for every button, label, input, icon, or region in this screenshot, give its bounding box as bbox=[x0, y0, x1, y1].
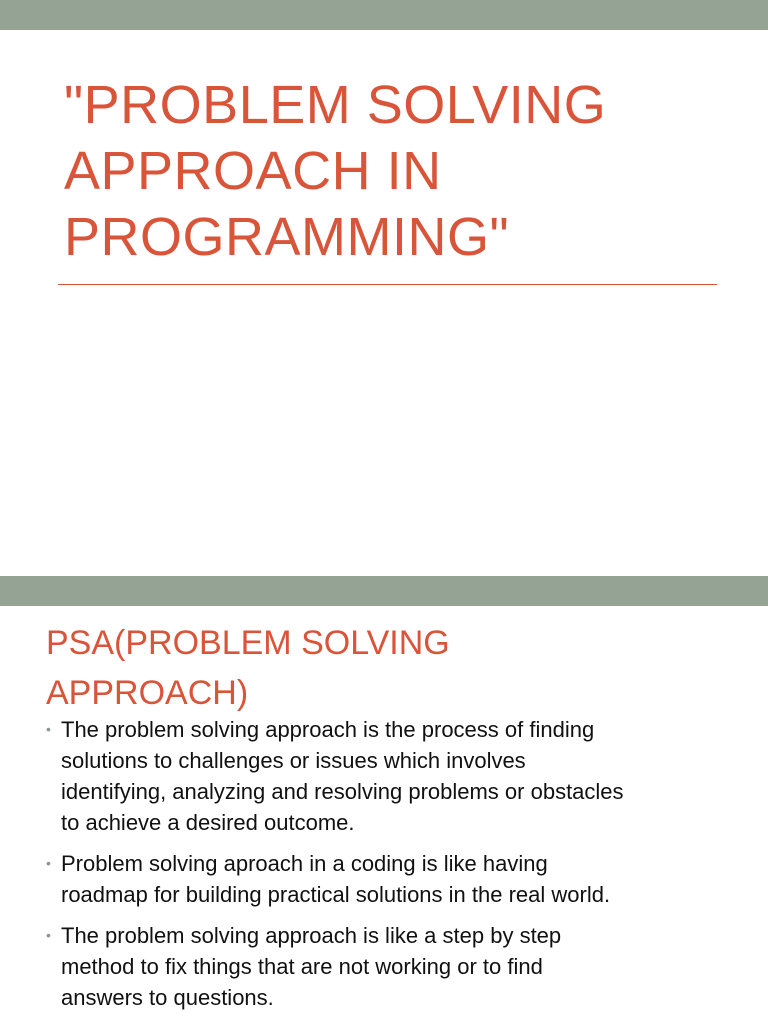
bullet-item bbox=[46, 920, 746, 1013]
bullet-text-line: Problem solving aproach in a coding is like having bbox=[61, 851, 548, 876]
bullet-text-line: to achieve a desired outcome. bbox=[61, 810, 355, 835]
bullet-icon: • bbox=[46, 721, 51, 737]
title-line: PROGRAMMING" bbox=[64, 207, 510, 267]
bullet-text-line: answers to questions. bbox=[61, 985, 274, 1010]
bullet-list bbox=[46, 714, 746, 1023]
heading-line: APPROACH) bbox=[46, 674, 249, 712]
bullet-text-line: The problem solving approach is the process of finding bbox=[61, 717, 595, 742]
bullet-text-line: roadmap for building practical solutions in the real world. bbox=[61, 882, 611, 907]
bullet-item bbox=[46, 714, 746, 838]
title-line: APPROACH IN bbox=[64, 141, 442, 201]
bullet-text-line: method to fix things that are not working or to find bbox=[61, 954, 543, 979]
slide-heading bbox=[46, 618, 726, 718]
bullet-item bbox=[46, 848, 746, 910]
bullet-icon: • bbox=[46, 927, 51, 943]
title-line: "PROBLEM SOLVING bbox=[64, 75, 607, 135]
heading-line: PSA(PROBLEM SOLVING bbox=[46, 624, 450, 662]
slide-header-bar bbox=[0, 576, 768, 606]
bullet-text-line: solutions to challenges or issues which involves bbox=[61, 748, 526, 773]
content-slide bbox=[0, 576, 768, 1024]
bullet-text-line: identifying, analyzing and resolving problems or obstacles bbox=[61, 779, 624, 804]
title-divider bbox=[58, 284, 717, 285]
bullet-icon: • bbox=[46, 855, 51, 871]
slide-title bbox=[64, 72, 724, 270]
slide-header-bar bbox=[0, 0, 768, 30]
bullet-text-line: The problem solving approach is like a step by step bbox=[61, 923, 562, 948]
